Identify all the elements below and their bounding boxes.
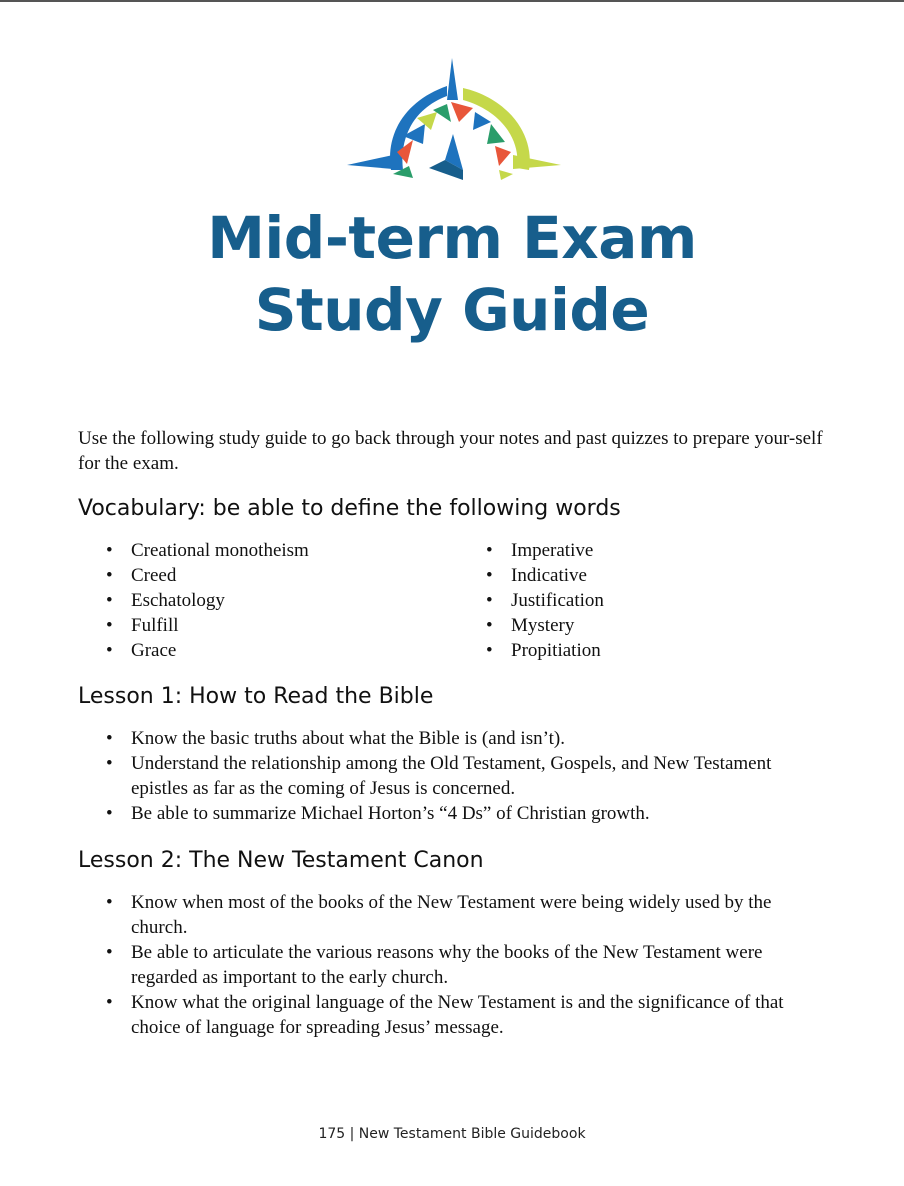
intro-paragraph: Use the following study guide to go back through your notes and past quizzes to prepare your-self for the exam. [78,428,823,474]
list-item: • Grace [106,640,177,661]
list-item: • Know what the original language of the New Testament is and the significance of that choice of language for spreading Jesus’ message. [106,992,784,1038]
list-item: • Know the basic truths about what the Bible is (and isn’t). [106,728,565,749]
list-item: • Propitiation [486,640,601,661]
list-item: • Mystery [486,615,575,636]
title-line-2: Study Guide [254,276,650,344]
vocab-heading: Vocabulary: be able to define the following words [78,496,621,521]
page-title [0,202,904,346]
list-item: • Be able to summarize Michael Horton’s “4 Ds” of Christian growth. [106,803,650,824]
vocab-list-col2 [458,538,818,663]
list-item: • Eschatology [106,590,225,611]
compass-logo [341,52,565,192]
list-item: • Understand the relationship among the Old Testament, Gospels, and New Testament epistles as far as the coming of Jesus is concerned. [106,753,772,799]
page-footer: 175 | New Testament Bible Guidebook [318,1126,586,1142]
list-item: • Indicative [486,565,587,586]
list-item: • Justification [486,590,604,611]
lesson1-list [78,726,818,826]
top-border [0,0,904,2]
list-item: • Be able to articulate the various reasons why the books of the New Testament were regarded as important to the early church. [106,942,763,988]
list-item: • Creational monotheism [106,540,309,561]
list-item: • Know when most of the books of the New Testament were being widely used by the church. [106,892,772,938]
lesson1-heading: Lesson 1: How to Read the Bible [78,684,434,709]
title-line-1: Mid-term Exam [207,204,697,272]
lesson2-heading: Lesson 2: The New Testament Canon [78,848,484,873]
list-item: • Creed [106,565,177,586]
list-item: • Fulfill [106,615,179,636]
vocab-list-col1 [78,538,438,663]
lesson2-list [78,890,818,1040]
list-item: • Imperative [486,540,594,561]
